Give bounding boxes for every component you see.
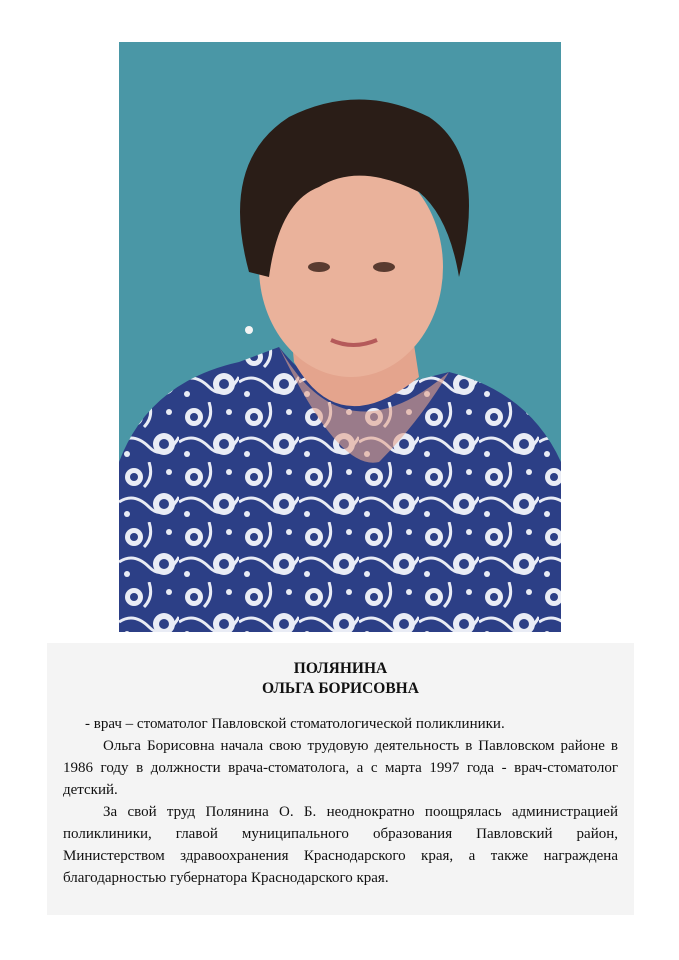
bio-paragraph-position: - врач – стоматолог Павловской стоматологической поликлиники. [85, 716, 505, 732]
biography [63, 713, 618, 889]
bio-paragraph-awards: За свой труд Полянина О. Б. неоднократно поощрялась администрацией поликлиники, главой муниципального образования Павловский район, Министерством здравоохранения Краснодарского края, а также награждена благодарностью губернатора Краснодарского края. [63, 804, 618, 886]
bio-paragraph-career: Ольга Борисовна начала свою трудовую деятельность в Павловском районе в 1986 году в должности врача-стоматолога, а с марта 1997 года - врач-стоматолог детский. [63, 738, 618, 798]
portrait-photo [119, 42, 561, 632]
surname: ПОЛЯНИНА [293, 660, 388, 677]
person-name [63, 659, 618, 699]
caption-box [47, 643, 634, 915]
portrait-illustration [119, 42, 561, 632]
given-names: ОЛЬГА БОРИСОВНА [262, 680, 419, 697]
